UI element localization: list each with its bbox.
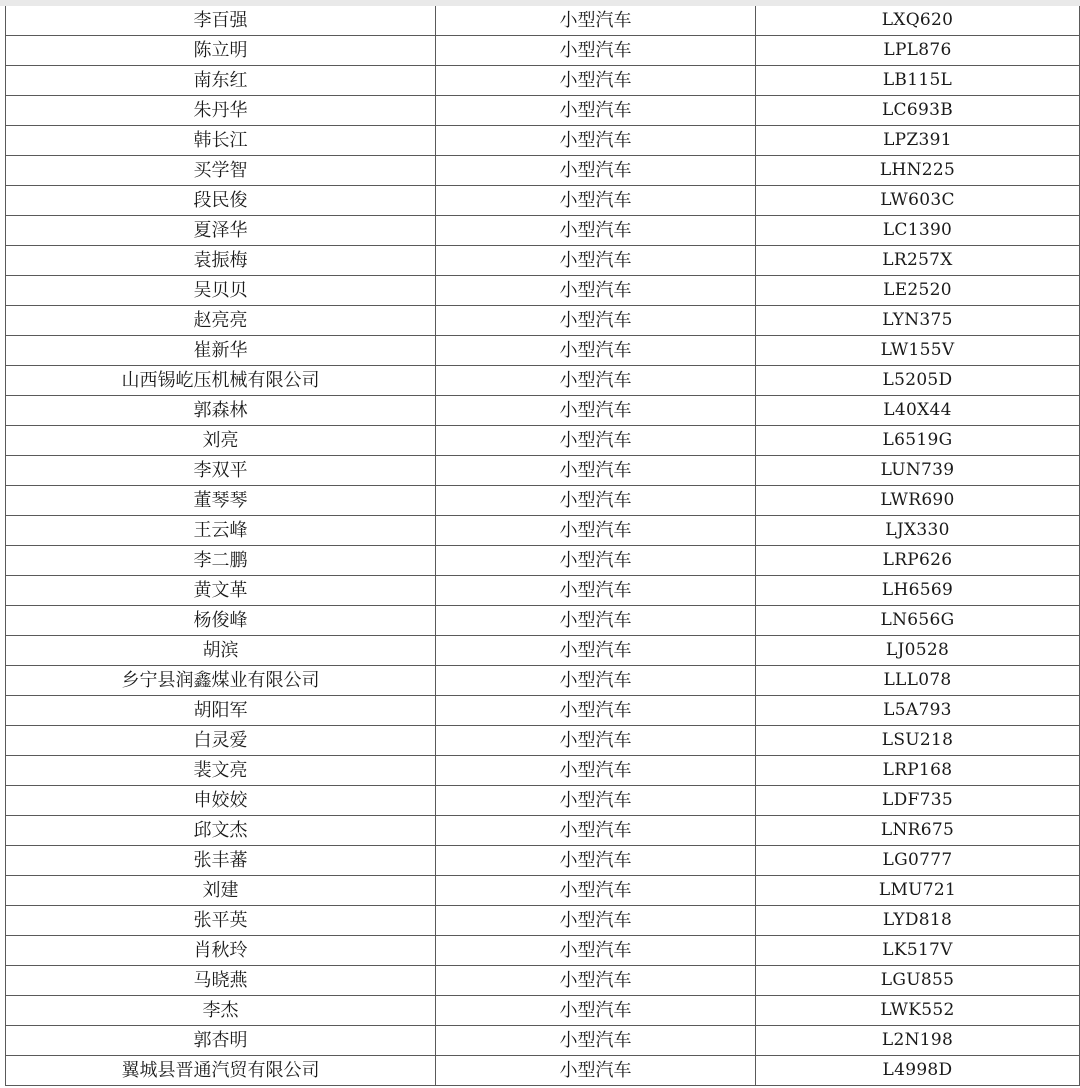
owner-name-cell: 山西锡屹压机械有限公司 bbox=[6, 366, 436, 396]
plate-number-cell: LG0777 bbox=[756, 846, 1080, 876]
owner-name-cell: 胡阳军 bbox=[6, 696, 436, 726]
table-row bbox=[6, 396, 1080, 426]
vehicle-type-cell: 小型汽车 bbox=[436, 1056, 756, 1086]
owner-name-cell: 乡宁县润鑫煤业有限公司 bbox=[6, 666, 436, 696]
owner-name-cell: 买学智 bbox=[6, 156, 436, 186]
owner-name-cell: 肖秋玲 bbox=[6, 936, 436, 966]
plate-number-cell: L40X44 bbox=[756, 396, 1080, 426]
vehicle-type-cell: 小型汽车 bbox=[436, 126, 756, 156]
vehicle-type-cell: 小型汽车 bbox=[436, 486, 756, 516]
table-row bbox=[6, 666, 1080, 696]
plate-number-cell: LWK552 bbox=[756, 996, 1080, 1026]
table-row bbox=[6, 126, 1080, 156]
table-row bbox=[6, 426, 1080, 456]
vehicle-type-cell: 小型汽车 bbox=[436, 636, 756, 666]
owner-name-cell: 邱文杰 bbox=[6, 816, 436, 846]
owner-name-cell: 李二鹏 bbox=[6, 546, 436, 576]
owner-name-cell: 翼城县晋通汽贸有限公司 bbox=[6, 1056, 436, 1086]
owner-name-cell: 袁振梅 bbox=[6, 246, 436, 276]
table-row bbox=[6, 876, 1080, 906]
owner-name-cell: 黄文革 bbox=[6, 576, 436, 606]
vehicle-type-cell: 小型汽车 bbox=[436, 546, 756, 576]
plate-number-cell: LC1390 bbox=[756, 216, 1080, 246]
plate-number-cell: LPZ391 bbox=[756, 126, 1080, 156]
owner-name-cell: 刘建 bbox=[6, 876, 436, 906]
table-row bbox=[6, 156, 1080, 186]
vehicle-type-cell: 小型汽车 bbox=[436, 216, 756, 246]
table-row bbox=[6, 726, 1080, 756]
plate-number-cell: LSU218 bbox=[756, 726, 1080, 756]
vehicle-type-cell: 小型汽车 bbox=[436, 516, 756, 546]
owner-name-cell: 郭杏明 bbox=[6, 1026, 436, 1056]
plate-number-cell: L5205D bbox=[756, 366, 1080, 396]
table-row bbox=[6, 936, 1080, 966]
owner-name-cell: 夏泽华 bbox=[6, 216, 436, 246]
vehicle-type-cell: 小型汽车 bbox=[436, 396, 756, 426]
plate-number-cell: LK517V bbox=[756, 936, 1080, 966]
vehicle-type-cell: 小型汽车 bbox=[436, 1026, 756, 1056]
table-row bbox=[6, 216, 1080, 246]
vehicle-type-cell: 小型汽车 bbox=[436, 246, 756, 276]
table-row bbox=[6, 1056, 1080, 1086]
vehicle-type-cell: 小型汽车 bbox=[436, 6, 756, 36]
owner-name-cell: 朱丹华 bbox=[6, 96, 436, 126]
plate-number-cell: LC693B bbox=[756, 96, 1080, 126]
vehicle-type-cell: 小型汽车 bbox=[436, 906, 756, 936]
plate-number-cell: LMU721 bbox=[756, 876, 1080, 906]
owner-name-cell: 张丰蕃 bbox=[6, 846, 436, 876]
vehicle-type-cell: 小型汽车 bbox=[436, 156, 756, 186]
vehicle-type-cell: 小型汽车 bbox=[436, 66, 756, 96]
owner-name-cell: 杨俊峰 bbox=[6, 606, 436, 636]
table-row bbox=[6, 456, 1080, 486]
vehicle-type-cell: 小型汽车 bbox=[436, 786, 756, 816]
plate-number-cell: LXQ620 bbox=[756, 6, 1080, 36]
table-row bbox=[6, 966, 1080, 996]
table-row bbox=[6, 1026, 1080, 1056]
table-row bbox=[6, 486, 1080, 516]
vehicle-type-cell: 小型汽车 bbox=[436, 276, 756, 306]
plate-number-cell: LWR690 bbox=[756, 486, 1080, 516]
plate-number-cell: LJX330 bbox=[756, 516, 1080, 546]
owner-name-cell: 郭森林 bbox=[6, 396, 436, 426]
owner-name-cell: 张平英 bbox=[6, 906, 436, 936]
table-row bbox=[6, 696, 1080, 726]
owner-name-cell: 李杰 bbox=[6, 996, 436, 1026]
table-row bbox=[6, 786, 1080, 816]
plate-number-cell: LLL078 bbox=[756, 666, 1080, 696]
vehicle-table bbox=[5, 6, 1080, 1086]
owner-name-cell: 崔新华 bbox=[6, 336, 436, 366]
plate-number-cell: LHN225 bbox=[756, 156, 1080, 186]
vehicle-type-cell: 小型汽车 bbox=[436, 426, 756, 456]
vehicle-type-cell: 小型汽车 bbox=[436, 606, 756, 636]
table-row bbox=[6, 6, 1080, 36]
plate-number-cell: LJ0528 bbox=[756, 636, 1080, 666]
table-row bbox=[6, 246, 1080, 276]
vehicle-type-cell: 小型汽车 bbox=[436, 36, 756, 66]
vehicle-type-cell: 小型汽车 bbox=[436, 816, 756, 846]
owner-name-cell: 陈立明 bbox=[6, 36, 436, 66]
plate-number-cell: LRP626 bbox=[756, 546, 1080, 576]
plate-number-cell: L5A793 bbox=[756, 696, 1080, 726]
plate-number-cell: LW155V bbox=[756, 336, 1080, 366]
table-row bbox=[6, 636, 1080, 666]
owner-name-cell: 申姣姣 bbox=[6, 786, 436, 816]
vehicle-type-cell: 小型汽车 bbox=[436, 306, 756, 336]
plate-number-cell: LB115L bbox=[756, 66, 1080, 96]
vehicle-type-cell: 小型汽车 bbox=[436, 666, 756, 696]
table-row bbox=[6, 516, 1080, 546]
plate-number-cell: LNR675 bbox=[756, 816, 1080, 846]
plate-number-cell: LRP168 bbox=[756, 756, 1080, 786]
vehicle-type-cell: 小型汽车 bbox=[436, 936, 756, 966]
table-row bbox=[6, 846, 1080, 876]
plate-number-cell: LDF735 bbox=[756, 786, 1080, 816]
table-row bbox=[6, 816, 1080, 846]
table-row bbox=[6, 756, 1080, 786]
table-row bbox=[6, 96, 1080, 126]
plate-number-cell: L2N198 bbox=[756, 1026, 1080, 1056]
owner-name-cell: 韩长江 bbox=[6, 126, 436, 156]
vehicle-type-cell: 小型汽车 bbox=[436, 996, 756, 1026]
table-row bbox=[6, 66, 1080, 96]
table-row bbox=[6, 36, 1080, 66]
plate-number-cell: LH6569 bbox=[756, 576, 1080, 606]
table-row bbox=[6, 906, 1080, 936]
vehicle-type-cell: 小型汽车 bbox=[436, 366, 756, 396]
owner-name-cell: 刘亮 bbox=[6, 426, 436, 456]
table-row bbox=[6, 546, 1080, 576]
table-row bbox=[6, 276, 1080, 306]
vehicle-type-cell: 小型汽车 bbox=[436, 186, 756, 216]
vehicle-type-cell: 小型汽车 bbox=[436, 456, 756, 486]
vehicle-type-cell: 小型汽车 bbox=[436, 756, 756, 786]
table-row bbox=[6, 606, 1080, 636]
vehicle-table-body bbox=[6, 6, 1080, 1086]
owner-name-cell: 胡滨 bbox=[6, 636, 436, 666]
owner-name-cell: 南东红 bbox=[6, 66, 436, 96]
table-row bbox=[6, 576, 1080, 606]
plate-number-cell: LGU855 bbox=[756, 966, 1080, 996]
plate-number-cell: LPL876 bbox=[756, 36, 1080, 66]
table-row bbox=[6, 336, 1080, 366]
table-row bbox=[6, 366, 1080, 396]
vehicle-type-cell: 小型汽车 bbox=[436, 576, 756, 606]
vehicle-type-cell: 小型汽车 bbox=[436, 876, 756, 906]
plate-number-cell: LE2520 bbox=[756, 276, 1080, 306]
vehicle-type-cell: 小型汽车 bbox=[436, 96, 756, 126]
owner-name-cell: 赵亮亮 bbox=[6, 306, 436, 336]
owner-name-cell: 李双平 bbox=[6, 456, 436, 486]
owner-name-cell: 段民俊 bbox=[6, 186, 436, 216]
owner-name-cell: 李百强 bbox=[6, 6, 436, 36]
table-row bbox=[6, 186, 1080, 216]
table-row bbox=[6, 996, 1080, 1026]
owner-name-cell: 董琴琴 bbox=[6, 486, 436, 516]
vehicle-type-cell: 小型汽车 bbox=[436, 966, 756, 996]
vehicle-type-cell: 小型汽车 bbox=[436, 846, 756, 876]
owner-name-cell: 吴贝贝 bbox=[6, 276, 436, 306]
plate-number-cell: LW603C bbox=[756, 186, 1080, 216]
table-row bbox=[6, 306, 1080, 336]
vehicle-type-cell: 小型汽车 bbox=[436, 726, 756, 756]
plate-number-cell: LUN739 bbox=[756, 456, 1080, 486]
owner-name-cell: 裴文亮 bbox=[6, 756, 436, 786]
plate-number-cell: L4998D bbox=[756, 1056, 1080, 1086]
vehicle-type-cell: 小型汽车 bbox=[436, 696, 756, 726]
owner-name-cell: 王云峰 bbox=[6, 516, 436, 546]
vehicle-type-cell: 小型汽车 bbox=[436, 336, 756, 366]
owner-name-cell: 白灵爱 bbox=[6, 726, 436, 756]
plate-number-cell: LYN375 bbox=[756, 306, 1080, 336]
plate-number-cell: LN656G bbox=[756, 606, 1080, 636]
plate-number-cell: LYD818 bbox=[756, 906, 1080, 936]
plate-number-cell: L6519G bbox=[756, 426, 1080, 456]
plate-number-cell: LR257X bbox=[756, 246, 1080, 276]
owner-name-cell: 马晓燕 bbox=[6, 966, 436, 996]
